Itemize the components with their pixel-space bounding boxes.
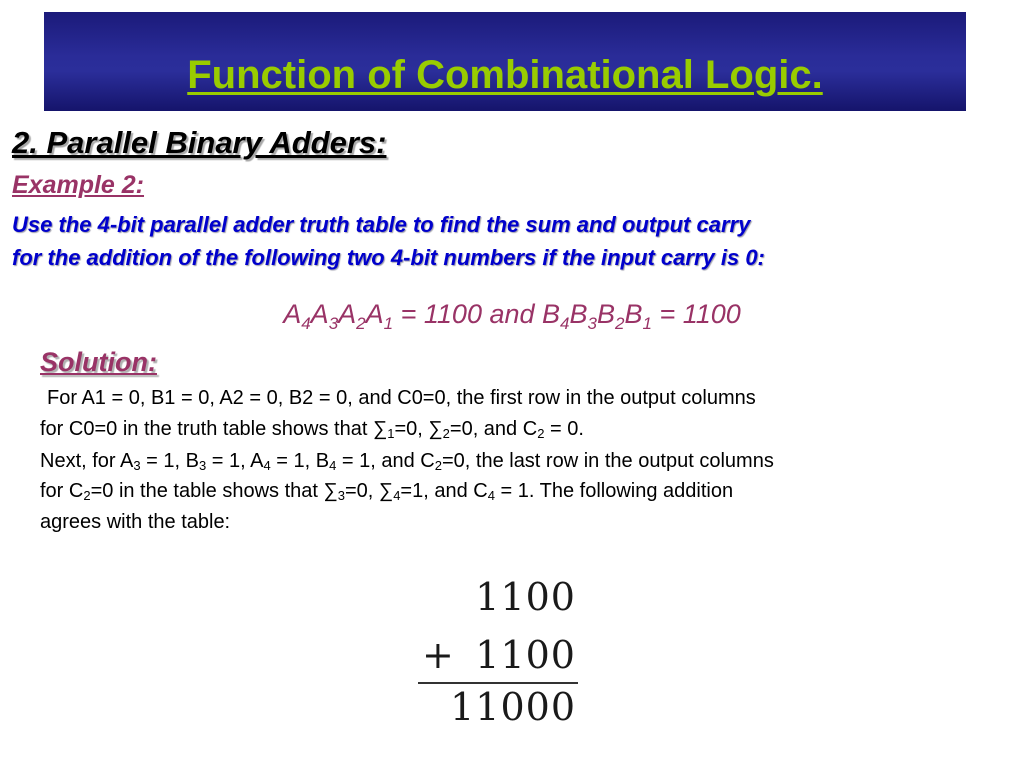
binary-addition	[410, 570, 590, 730]
sub: 3	[198, 458, 207, 473]
text: for C	[40, 480, 84, 502]
sub: 2	[83, 488, 91, 503]
sub: 2	[434, 458, 442, 473]
sub-3: 3	[328, 314, 339, 333]
section-heading: 2. Parallel Binary Adders:	[12, 125, 387, 160]
text: = 1, and C	[336, 450, 435, 472]
var-b1: B	[624, 299, 643, 329]
text: = 0.	[544, 418, 584, 440]
sum-result: 11000	[450, 685, 576, 729]
text: Next, for A	[40, 450, 134, 472]
text: =1, and C	[400, 480, 488, 502]
problem-statement: Use the 4-bit parallel adder truth table to find the sum and output carry for the addition of the following two 4-bit numbers if the input carry is 0:	[12, 212, 765, 270]
slide-title: Function of Combinational Logic.	[187, 53, 823, 97]
text: = 1, A	[206, 450, 264, 472]
var-a2: A	[338, 299, 357, 329]
text: =0, the last row in the output columns	[441, 450, 774, 472]
sub: 4	[393, 488, 401, 503]
sub: 2	[442, 426, 450, 441]
text: = 1, B	[140, 450, 199, 472]
sub: 4	[263, 458, 271, 473]
sub: 3	[133, 458, 141, 473]
addend-1: 1100	[475, 575, 576, 619]
text: for C0=0 in the truth table shows that ∑	[40, 418, 388, 440]
var-a3: A	[310, 299, 329, 329]
equation-b-value: = 1100	[651, 299, 741, 329]
sub: 1	[387, 426, 395, 441]
sub-4: 4	[560, 314, 570, 333]
solution-line-5: agrees with the table:	[40, 511, 231, 533]
solution-line-1: For A1 = 0, B1 = 0, A2 = 0, B2 = 0, and C0=0, the first row in the output columns	[47, 387, 756, 409]
var-a1: A	[365, 299, 384, 329]
sub-4: 4	[301, 314, 311, 333]
sub-3: 3	[587, 314, 597, 333]
text: =0 in the table shows that ∑	[90, 480, 338, 502]
solution-label: Solution:	[40, 347, 157, 377]
sub-2: 2	[356, 314, 366, 333]
example-label: Example 2:	[12, 171, 145, 199]
solution-line-3	[40, 446, 1015, 476]
var-a4: A	[283, 299, 302, 329]
solution-line-4	[40, 476, 1015, 506]
title-bar	[44, 12, 966, 111]
var-b4: B	[542, 299, 561, 329]
sub: 2	[537, 426, 545, 441]
sub-2: 2	[615, 314, 625, 333]
text: = 1. The following addition	[494, 480, 734, 502]
text: =0, and C	[449, 418, 538, 440]
equation	[0, 296, 1024, 332]
sub: 4	[329, 458, 337, 473]
plus-sign: +	[422, 633, 454, 677]
sub: 3	[337, 488, 345, 503]
sub-1: 1	[383, 314, 394, 333]
text: = 1, B	[270, 450, 330, 472]
solution-line-2	[40, 414, 1015, 444]
equation-a-value: = 1100 and	[393, 299, 543, 329]
text: =0, ∑	[394, 418, 443, 440]
var-b3: B	[569, 299, 588, 329]
var-b2: B	[596, 299, 615, 329]
sub-1: 1	[642, 314, 652, 333]
sum-rule	[418, 682, 578, 684]
addend-2: 1100	[475, 633, 576, 677]
sub: 4	[487, 488, 495, 503]
text: =0, ∑	[345, 480, 394, 502]
